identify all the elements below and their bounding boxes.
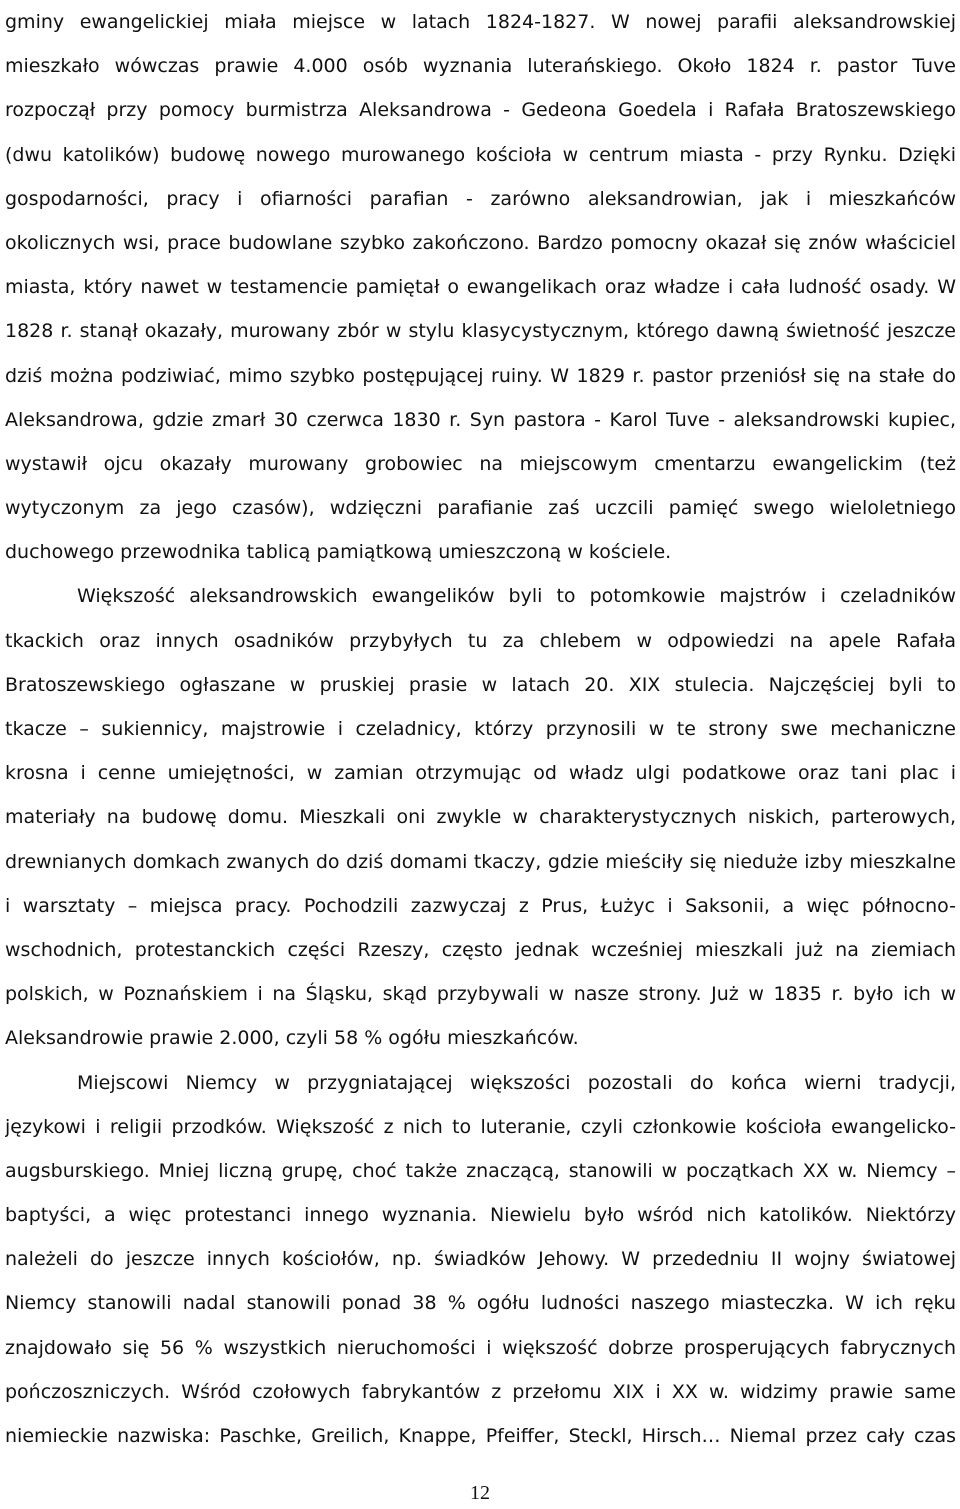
text-line: i warsztaty – miejsca pracy. Pochodzili zazwyczaj z Prus, Łużyc i Saksonii, a więc północno- [5, 894, 956, 917]
text-line: gospodarności, pracy i ofiarności parafian - zarówno aleksandrowian, jak i mieszkańców [5, 187, 956, 210]
text-line: polskich, w Poznańskiem i na Śląsku, skąd przybywali w nasze strony. Już w 1835 r. było ich w [5, 983, 956, 1006]
text-line: miasta, który nawet w testamencie pamiętał o ewangelikach oraz władze i cała ludność osady. W [5, 276, 956, 299]
text-line: znajdowało się 56 % wszystkich nieruchomości i większość dobrze prosperujących fabrycznych [5, 1336, 956, 1359]
text-line: dziś można podziwiać, mimo szybko postępującej ruiny. W 1829 r. pastor przeniósł się na stałe do [5, 364, 956, 387]
text-line: duchowego przewodnika tablicą pamiątkową umieszczoną w kościele. [5, 541, 672, 564]
text-line: Aleksandrowie prawie 2.000, czyli 58 % ogółu mieszkańców. [5, 1027, 579, 1050]
text-line: krosna i cenne umiejętności, w zamian otrzymując od władz ulgi podatkowe oraz tani plac i [5, 762, 956, 785]
text-line: gminy ewangelickiej miała miejsce w latach 1824-1827. W nowej parafii aleksandrowskiej [5, 11, 956, 33]
text-line: wschodnich, protestanckich części Rzeszy, często jednak wcześniej mieszkali już na ziemiach [5, 938, 956, 961]
text-line: tkacze – sukiennicy, majstrowie i czeladnicy, którzy przynosili w te strony swe mechaniczne [5, 718, 956, 740]
text-line: drewnianych domkach zwanych do dziś domami tkaczy, gdzie mieściły się nieduże izby mieszkalne [5, 850, 956, 873]
text-line: materiały na budowę domu. Mieszkali oni zwykle w charakterystycznych niskich, parterowych, [5, 806, 956, 829]
text-line: okolicznych wsi, prace budowlane szybko zakończono. Bardzo pomocny okazał się znów właściciel [5, 231, 956, 254]
text-line: Bratoszewskiego ogłaszane w pruskiej prasie w latach 20. XIX stulecia. Najczęściej byli to [5, 673, 956, 696]
text-line: rozpoczął przy pomocy burmistrza Aleksandrowa - Gedeona Goedela i Rafała Bratoszewskiego [5, 99, 956, 122]
text-line: augsburskiego. Mniej liczną grupę, choć także znaczącą, stanowili w początkach XX w. Niemcy – [5, 1159, 956, 1182]
text-line: należeli do jeszcze innych kościołów, np. świadków Jehowy. W przededniu II wojny światowej [5, 1248, 956, 1271]
text-line: wystawił ojcu okazały murowany grobowiec na miejscowym cmentarzu ewangelickim (też [5, 452, 956, 475]
text-line: Aleksandrowa, gdzie zmarł 30 czerwca 1830 r. Syn pastora - Karol Tuve - aleksandrowski kupiec, [5, 408, 956, 431]
text-line: Większość aleksandrowskich ewangelików byli to potomkowie majstrów i czeladników [77, 585, 956, 608]
text-line: Niemcy stanowili nadal stanowili ponad 38 % ogółu ludności naszego miasteczka. W ich ręku [5, 1292, 956, 1315]
text-line: językowi i religii przodków. Większość z nich to luteranie, czyli członkowie kościoła ewangelicko- [5, 1115, 956, 1138]
document-page [5, 0, 956, 1458]
text-line: tkackich oraz innych osadników przybyłych tu za chlebem w odpowiedzi na apele Rafała [5, 629, 956, 652]
text-line: mieszkało wówczas prawie 4.000 osób wyznania luterańskiego. Około 1824 r. pastor Tuve [5, 55, 956, 78]
text-line: baptyści, a więc protestanci innego wyznania. Niewielu było wśród nich katolików. Niektórzy [5, 1204, 956, 1227]
text-line: wytyczonym za jego czasów), wdzięczni parafianie zaś uczcili pamięć swego wieloletniego [5, 497, 956, 520]
text-line: niemieckie nazwiska: Paschke, Greilich, Knappe, Pfeiffer, Steckl, Hirsch… Niemal przez cały czas [5, 1425, 956, 1447]
text-line: 1828 r. stanął okazały, murowany zbór w stylu klasycystycznym, którego dawną świetność jeszcze [5, 320, 956, 343]
page-number: 12 [470, 1482, 490, 1504]
text-line: Miejscowi Niemcy w przygniatającej większości pozostali do końca wierni tradycji, [77, 1071, 956, 1094]
text-line: pończoszniczych. Wśród czołowych fabrykantów z przełomu XIX i XX w. widzimy prawie same [5, 1380, 956, 1403]
text-line: (dwu katolików) budowę nowego murowanego kościoła w centrum miasta - przy Rynku. Dzięki [5, 143, 956, 166]
